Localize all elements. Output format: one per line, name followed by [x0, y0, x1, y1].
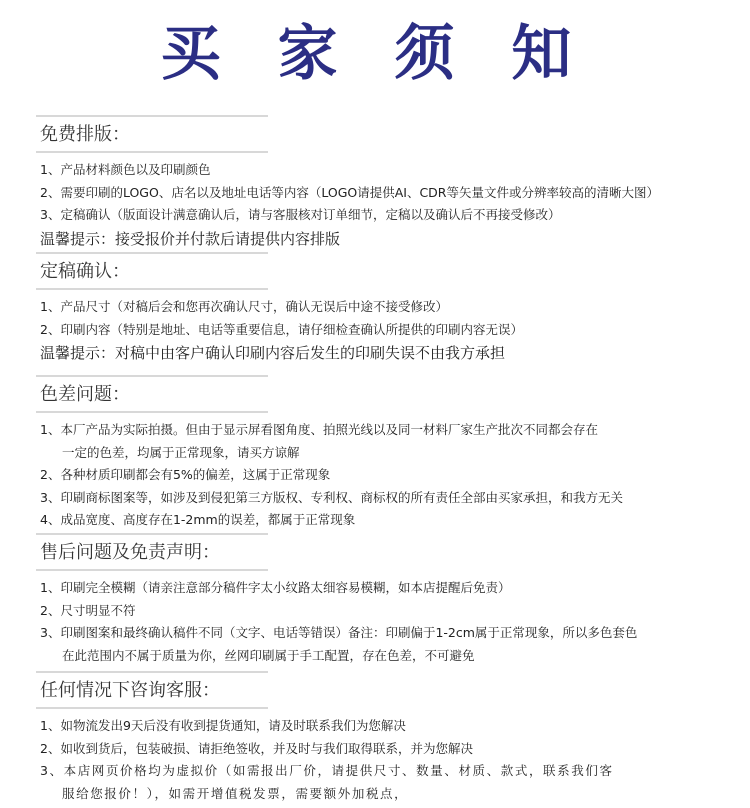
list-item: 2、印刷内容（特别是地址、电话等重要信息，请仔细检查确认所提供的印刷内容无误）	[40, 321, 523, 337]
list-item: 1、产品材料颜色以及印刷颜色	[40, 162, 211, 177]
list-item: 1、印刷完全模糊（请亲注意部分稿件字太小纹路太细容易模糊，如本店提醒后免责）	[40, 580, 511, 595]
tip-note: 温馨提示：接受报价并付款后请提供内容排版	[40, 229, 341, 248]
list-item: 服给您报价！），如需开增值税发票，需要额外加税点，	[62, 785, 409, 801]
list-item: 3、印刷图案和最终确认稿件不同（文字、电话等错误）备注：印刷偏于1-2cm属于正常现象，所以多色套色	[40, 625, 638, 640]
list-item: 2、尺寸明显不符	[40, 602, 136, 618]
section-contact-service	[40, 679, 730, 805]
section-heading: 售后问题及免责声明：	[40, 541, 730, 569]
list-item: 1、如物流发出9天后没有收到提货通知，请及时联系我们为您解决	[40, 718, 406, 733]
list-item: 2、需要印刷的LOGO、店名以及地址电话等内容（LOGO请提供AI、CDR等矢量文件或分辨率较高的清晰大图）	[40, 184, 659, 200]
tip-note: 温馨提示：对稿中由客户确认印刷内容后发生的印刷失误不由我方承担	[40, 344, 506, 362]
item-list	[40, 715, 730, 805]
list-item: 3、印刷商标图案等，如涉及到侵犯第三方版权、专利权、商标权的所有责任全部由买家承担，和我方无关	[40, 489, 623, 505]
list-item: 在此范围内不属于质量为你，丝网印刷属于手工配置，存在色差，不可避免	[62, 647, 475, 663]
section-color-difference	[40, 383, 730, 532]
section-heading: 免费排版：	[40, 123, 730, 151]
section-heading: 定稿确认：	[40, 260, 730, 288]
list-item: 2、各种材质印刷都会有5%的偏差，这属于正常现象	[40, 467, 331, 482]
section-heading: 色差问题：	[40, 383, 730, 411]
item-list	[40, 296, 730, 341]
page-title: 买 家 须 知	[160, 19, 590, 89]
list-item: 3、定稿确认（版面设计满意确认后，请与客服核对订单细节，定稿以及确认后不再接受修改）	[40, 207, 561, 222]
list-item: 1、产品尺寸（对稿后会和您再次确认尺寸，确认无误后中途不接受修改）	[40, 299, 448, 314]
section-after-sales	[40, 541, 730, 667]
list-item: 一定的色差，均属于正常现象，请买方谅解	[62, 444, 300, 460]
list-item: 1、本厂产品为实际拍摄。但由于显示屏看图角度、拍照光线以及同一材料厂家生产批次不同都会存在	[40, 422, 598, 437]
section-heading: 任何情况下咨询客服：	[40, 679, 730, 707]
section-final-confirm	[40, 260, 730, 365]
list-item: 3、本店网页价格均为虚拟价（如需报出厂价，请提供尺寸、数量、材质、款式，联系我们客	[40, 763, 614, 778]
section-free-layout	[40, 123, 730, 251]
list-item: 2、如收到货后，包装破损、请拒绝签收，并及时与我们取得联系，并为您解决	[40, 740, 473, 756]
list-item: 4、成品宽度、高度存在1-2mm的误差，都属于正常现象	[40, 512, 356, 527]
item-list	[40, 419, 730, 532]
item-list	[40, 577, 730, 667]
item-list	[40, 159, 730, 227]
